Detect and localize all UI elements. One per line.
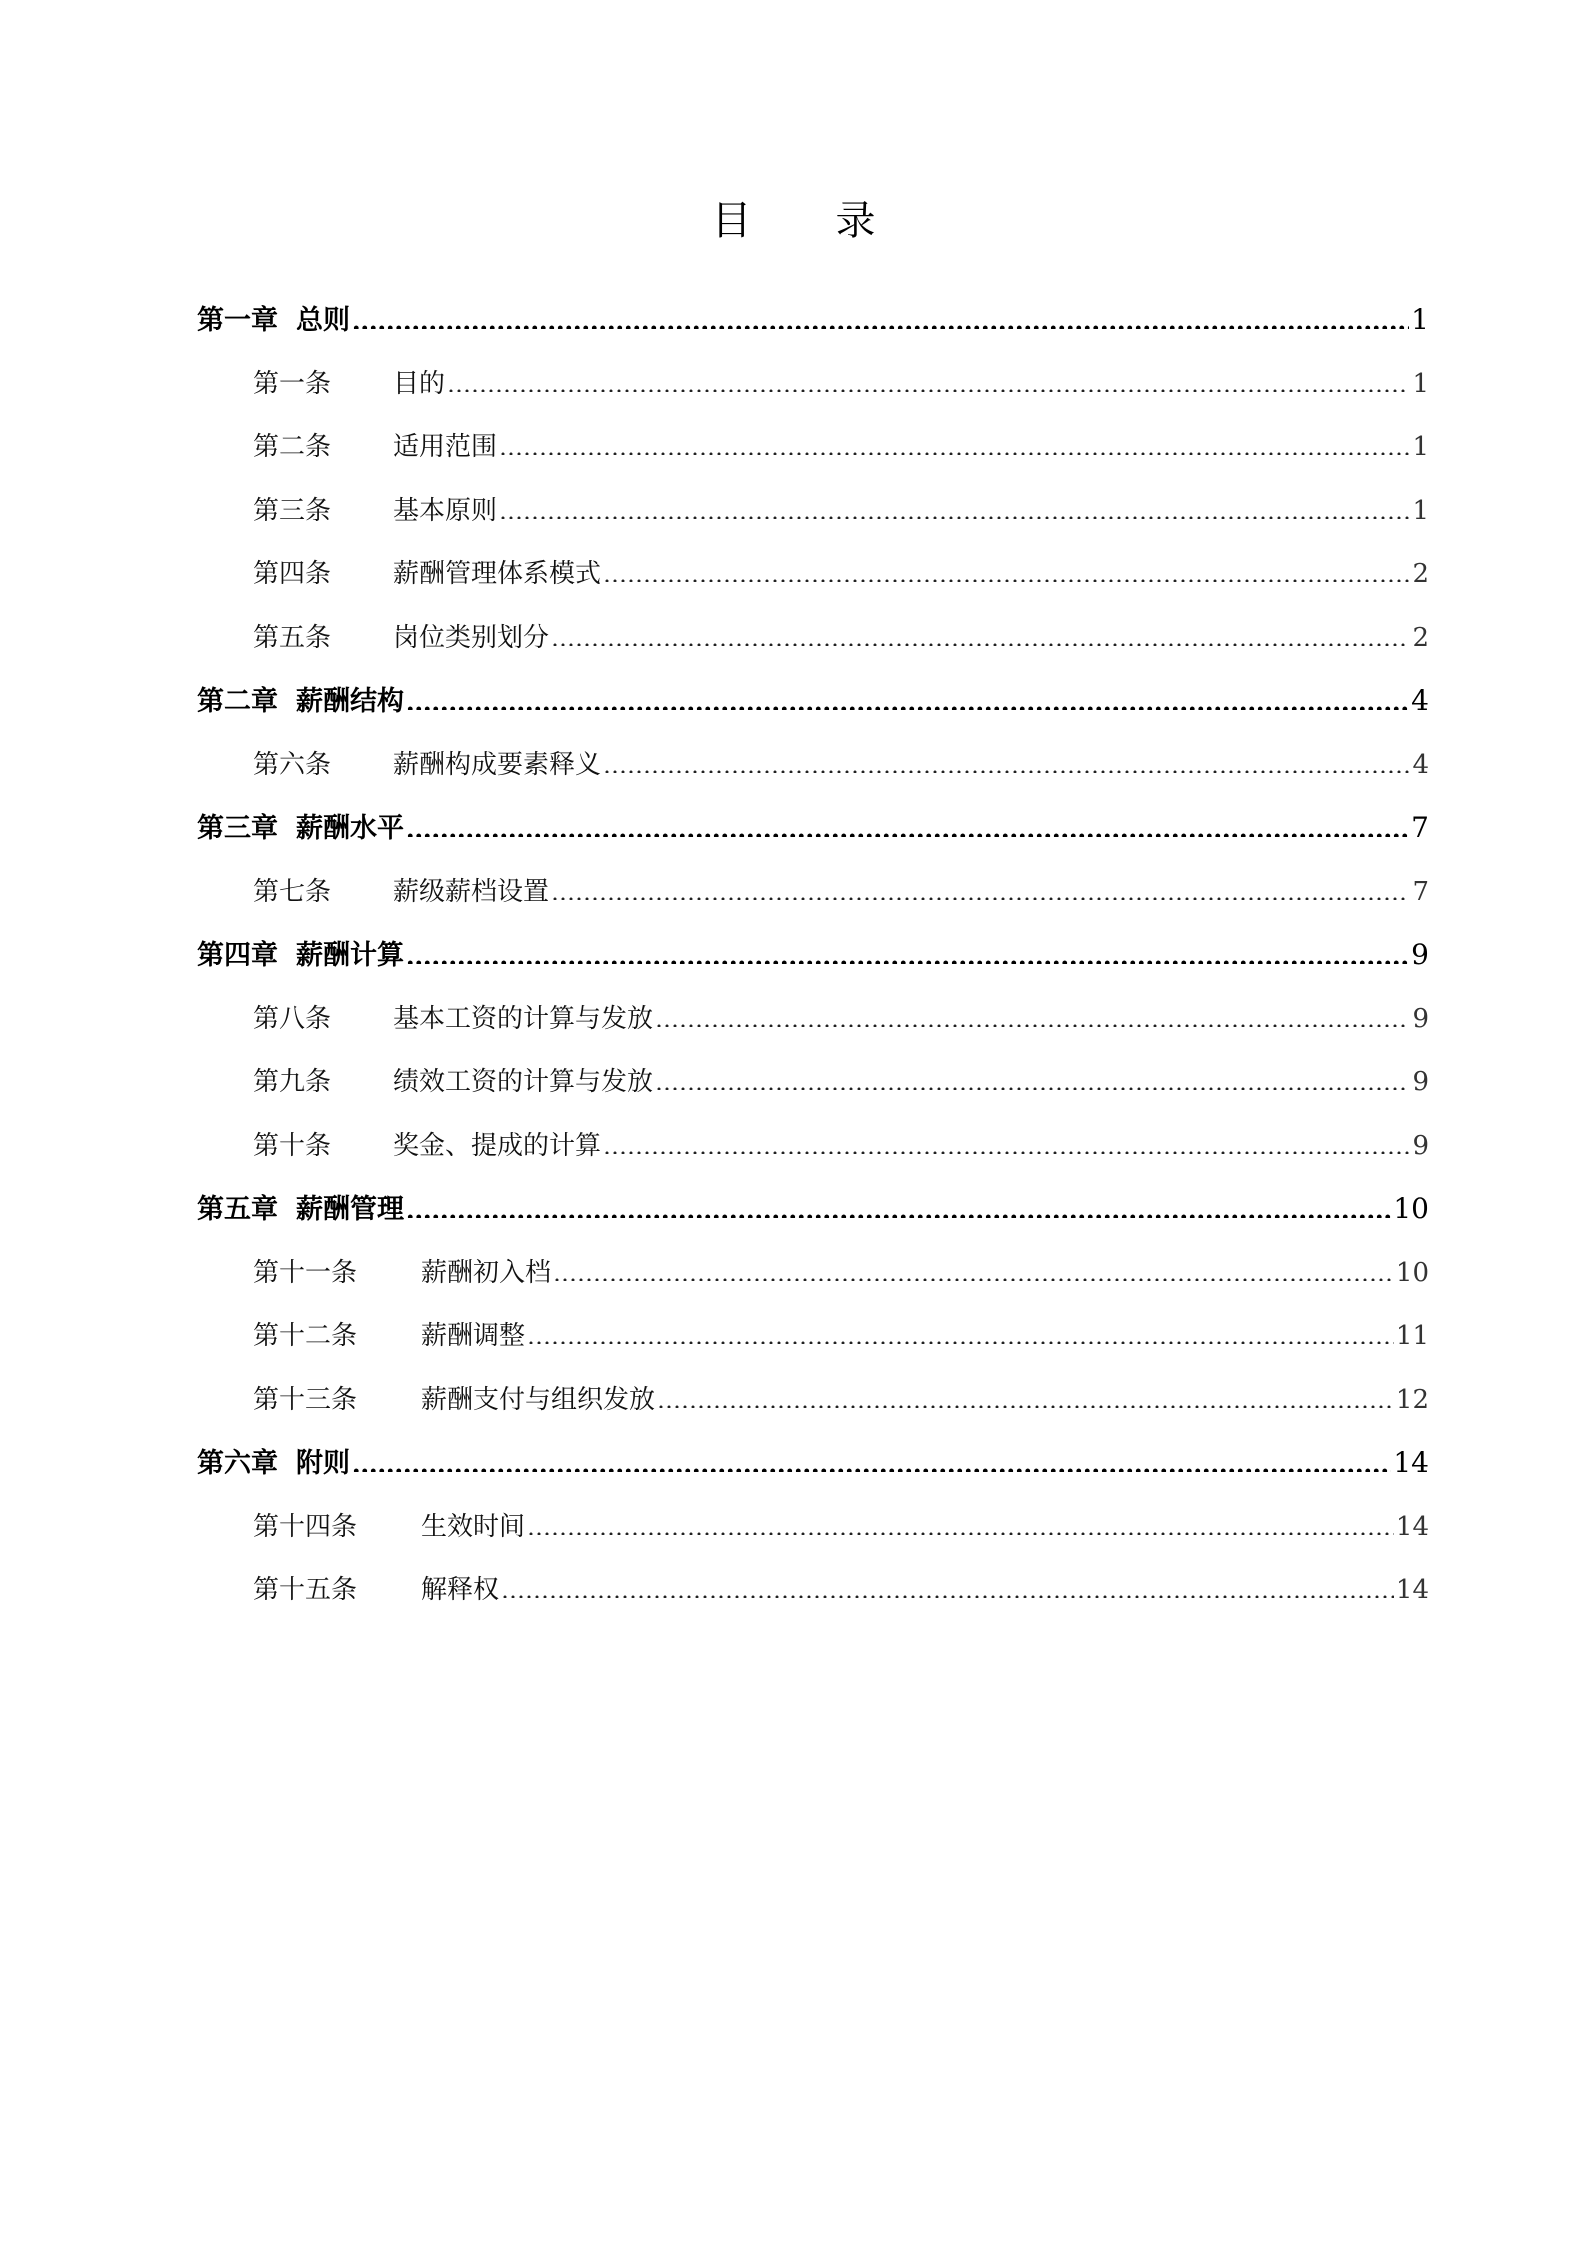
- toc-article-title: 薪酬调整: [421, 1321, 526, 1351]
- toc-page-number: 4: [1411, 684, 1429, 717]
- toc-page-number: 1: [1412, 368, 1429, 399]
- toc-page-number: 9: [1412, 1003, 1429, 1034]
- toc-page-number: 9: [1412, 1067, 1429, 1097]
- toc-article-15[interactable]: [197, 1568, 1429, 1632]
- toc-chapter-1[interactable]: [197, 298, 1429, 362]
- toc-article-number: 第六条: [253, 749, 332, 780]
- dot-leader: [447, 382, 1409, 392]
- toc-chapter-title: 附则: [296, 1448, 350, 1479]
- toc-page-number: 1: [1412, 495, 1429, 526]
- toc-article-number: 第十二条: [253, 1321, 358, 1351]
- toc-article-13[interactable]: [197, 1378, 1429, 1442]
- toc-chapter-title: 薪酬水平: [296, 813, 404, 844]
- toc-page-number: 14: [1395, 1511, 1429, 1542]
- dot-leader: [527, 1525, 1394, 1535]
- toc-chapter-4[interactable]: [197, 933, 1429, 997]
- toc-article-9[interactable]: [197, 1060, 1429, 1124]
- toc-article-8[interactable]: [197, 997, 1429, 1061]
- dot-leader: [603, 763, 1409, 773]
- toc-article-title: 基本原则: [393, 495, 498, 526]
- toc-article-title: 生效时间: [421, 1511, 526, 1542]
- toc-article-6[interactable]: [197, 743, 1429, 807]
- toc-page-number: 10: [1393, 1192, 1429, 1225]
- toc-article-2[interactable]: [197, 425, 1429, 489]
- toc-chapter-number: 第四章: [197, 940, 278, 971]
- dot-leader: [551, 890, 1409, 900]
- toc-chapter-number: 第六章: [197, 1448, 278, 1479]
- toc-page-number: 4: [1412, 749, 1429, 780]
- toc-article-number: 第二条: [253, 432, 332, 462]
- toc-article-4[interactable]: [197, 552, 1429, 616]
- toc-article-5[interactable]: [197, 616, 1429, 680]
- toc-page-number: 12: [1395, 1384, 1429, 1415]
- dot-leader: [352, 319, 1409, 329]
- toc-article-title: 薪酬初入档: [421, 1257, 552, 1288]
- toc-chapter-6[interactable]: [197, 1441, 1429, 1505]
- dot-leader: [406, 827, 1409, 837]
- toc-page-number: 9: [1411, 938, 1429, 971]
- toc-article-number: 第七条: [253, 876, 332, 907]
- toc-article-title: 薪酬构成要素释义: [393, 749, 602, 780]
- toc-article-number: 第三条: [253, 495, 332, 526]
- toc-article-number: 第十一条: [253, 1257, 358, 1288]
- toc-article-14[interactable]: [197, 1505, 1429, 1569]
- toc-article-title: 目的: [393, 368, 446, 399]
- toc-article-title: 绩效工资的计算与发放: [393, 1067, 654, 1097]
- toc-article-10[interactable]: [197, 1124, 1429, 1188]
- toc-chapter-5[interactable]: [197, 1187, 1429, 1251]
- toc-chapter-title: 薪酬管理: [296, 1194, 404, 1225]
- toc-article-title: 薪酬支付与组织发放: [421, 1384, 656, 1415]
- toc-chapter-title: 薪酬结构: [296, 686, 404, 717]
- toc-page-number: 9: [1412, 1130, 1429, 1161]
- toc-article-number: 第五条: [253, 622, 332, 653]
- toc-chapter-number: 第三章: [197, 813, 278, 844]
- toc-article-number: 第四条: [253, 559, 332, 589]
- toc-article-number: 第九条: [253, 1067, 332, 1097]
- toc-article-12[interactable]: [197, 1314, 1429, 1378]
- toc-article-number: 第一条: [253, 368, 332, 399]
- dot-leader: [603, 572, 1409, 582]
- toc-page-number: 1: [1412, 432, 1429, 462]
- toc-page-number: 2: [1412, 622, 1429, 653]
- toc-article-3[interactable]: [197, 489, 1429, 553]
- toc-article-title: 薪级薪档设置: [393, 876, 550, 907]
- toc-article-number: 第十五条: [253, 1575, 358, 1605]
- toc-page-number: 11: [1395, 1321, 1429, 1351]
- table-of-contents: [197, 298, 1429, 1632]
- toc-article-title: 解释权: [421, 1575, 500, 1605]
- dot-leader: [553, 1271, 1394, 1281]
- toc-article-title: 奖金、提成的计算: [393, 1130, 602, 1161]
- dot-leader: [499, 509, 1409, 519]
- toc-article-1[interactable]: [197, 362, 1429, 426]
- toc-page-number: 2: [1412, 559, 1429, 589]
- dot-leader: [527, 1334, 1394, 1344]
- toc-article-number: 第十四条: [253, 1511, 358, 1542]
- dot-leader: [655, 1080, 1409, 1090]
- toc-chapter-2[interactable]: [197, 679, 1429, 743]
- title-char-2: 录: [835, 198, 876, 244]
- dot-leader: [406, 954, 1409, 964]
- toc-page-number: 14: [1393, 1446, 1429, 1479]
- toc-chapter-3[interactable]: [197, 806, 1429, 870]
- toc-page-number: 7: [1411, 811, 1429, 844]
- toc-chapter-number: 第五章: [197, 1194, 278, 1225]
- dot-leader: [655, 1017, 1409, 1027]
- toc-article-number: 第十条: [253, 1130, 332, 1161]
- toc-chapter-number: 第一章: [197, 305, 278, 336]
- toc-article-title: 适用范围: [393, 432, 498, 462]
- toc-chapter-title: 总则: [296, 305, 350, 336]
- toc-article-number: 第十三条: [253, 1384, 358, 1415]
- toc-page-number: 7: [1412, 876, 1429, 907]
- dot-leader: [501, 1588, 1394, 1598]
- dot-leader: [657, 1398, 1394, 1408]
- page-title: [0, 193, 1587, 249]
- dot-leader: [551, 636, 1409, 646]
- toc-article-title: 薪酬管理体系模式: [393, 559, 602, 589]
- dot-leader: [603, 1144, 1409, 1154]
- toc-chapter-title: 薪酬计算: [296, 940, 404, 971]
- dot-leader: [352, 1462, 1391, 1472]
- toc-article-11[interactable]: [197, 1251, 1429, 1315]
- toc-page-number: 1: [1411, 303, 1429, 336]
- toc-chapter-number: 第二章: [197, 686, 278, 717]
- toc-article-number: 第八条: [253, 1003, 332, 1034]
- toc-article-7[interactable]: [197, 870, 1429, 934]
- toc-page-number: 14: [1395, 1575, 1429, 1605]
- dot-leader: [406, 1208, 1391, 1218]
- dot-leader: [499, 445, 1409, 455]
- title-char-1: 目: [711, 198, 752, 244]
- toc-article-title: 基本工资的计算与发放: [393, 1003, 654, 1034]
- dot-leader: [406, 700, 1409, 710]
- toc-page-number: 10: [1395, 1257, 1429, 1288]
- toc-article-title: 岗位类别划分: [393, 622, 550, 653]
